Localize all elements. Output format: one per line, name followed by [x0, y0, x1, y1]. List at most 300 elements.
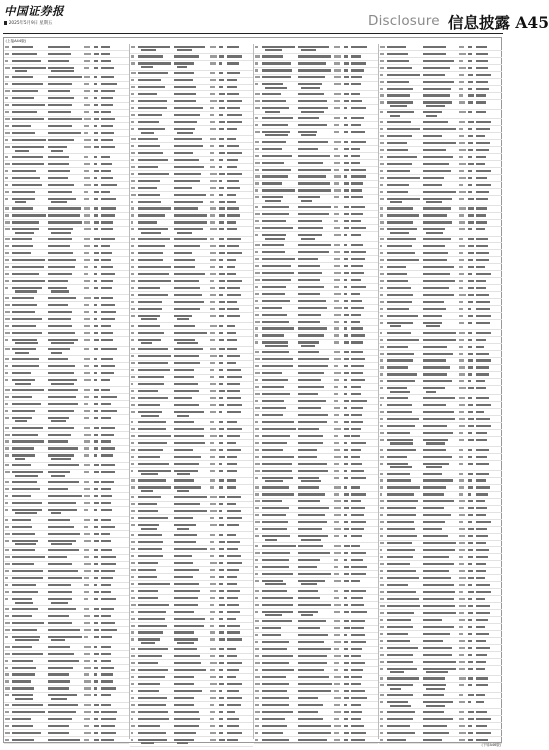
listing-column [253, 44, 378, 739]
table-row [379, 344, 503, 351]
table-row [379, 561, 503, 568]
table-row [4, 693, 129, 703]
table-row [379, 372, 503, 379]
table-row [254, 513, 378, 520]
table-row [379, 589, 503, 596]
table-row [130, 192, 254, 199]
table-row [379, 416, 503, 423]
table-row [379, 51, 503, 58]
table-row [130, 395, 254, 402]
table-row [130, 426, 254, 433]
table-row [4, 446, 129, 453]
table-row [4, 271, 129, 278]
table-row [4, 453, 129, 463]
table-row [254, 68, 378, 75]
table-row [254, 75, 378, 82]
table-row [254, 543, 378, 550]
table-row [379, 243, 503, 250]
table-row [130, 185, 254, 192]
table-row [130, 485, 254, 495]
table-row [254, 356, 378, 363]
table-row [254, 174, 378, 181]
table-row [130, 581, 254, 588]
table-row [379, 285, 503, 292]
table-row [379, 709, 503, 716]
table-row [4, 44, 129, 51]
table-row [130, 361, 254, 368]
table-row [379, 617, 503, 624]
table-row [4, 309, 129, 316]
table-row [130, 419, 254, 426]
table-row [379, 423, 503, 430]
table-row [254, 633, 378, 640]
table-row [130, 737, 254, 747]
table-row [254, 298, 378, 305]
table-row [130, 560, 254, 567]
table-row [254, 204, 378, 211]
table-row [254, 167, 378, 174]
table-row [379, 492, 503, 499]
table-row [130, 433, 254, 440]
table-row [130, 213, 254, 220]
table-row [130, 623, 254, 630]
table-row [130, 313, 254, 323]
table-row [130, 553, 254, 560]
table-row [130, 199, 254, 206]
table-row [254, 485, 378, 492]
masthead [0, 0, 549, 34]
table-row [4, 439, 129, 446]
table-row [379, 44, 503, 51]
listing-column [129, 44, 254, 739]
table-row [379, 513, 503, 520]
table-row [4, 703, 129, 710]
table-row [379, 278, 503, 285]
table-row [130, 278, 254, 285]
table-row [254, 647, 378, 654]
table-row [254, 674, 378, 681]
table-row [254, 730, 378, 737]
table-row [379, 237, 503, 244]
table-row [4, 337, 129, 347]
table-row [4, 425, 129, 432]
table-row [4, 716, 129, 723]
table-row [4, 302, 129, 309]
table-row [254, 122, 378, 129]
table-row [130, 522, 254, 532]
table-row [130, 567, 254, 574]
table-row [254, 377, 378, 384]
table-row [4, 723, 129, 730]
table-row [379, 220, 503, 227]
table-row [379, 554, 503, 561]
table-row [130, 637, 254, 647]
table-row [379, 175, 503, 182]
table-row [4, 264, 129, 271]
table-row [130, 695, 254, 702]
table-row [254, 571, 378, 578]
table-row [4, 576, 129, 583]
section-title-chinese: 信息披露 A45 [448, 13, 549, 32]
table-row [4, 555, 129, 562]
table-row [379, 133, 503, 140]
table-row [379, 730, 503, 737]
table-row [130, 91, 254, 98]
table-row [130, 54, 254, 61]
table-row [254, 426, 378, 433]
table-row [130, 157, 254, 164]
table-row [4, 644, 129, 651]
table-row [254, 660, 378, 667]
table-row [130, 508, 254, 515]
table-row [379, 716, 503, 723]
listing-column [378, 44, 503, 739]
dateline-square-icon [4, 21, 7, 24]
table-row [4, 486, 129, 493]
table-row [254, 153, 378, 160]
table-row [4, 709, 129, 716]
table-row [4, 507, 129, 517]
table-row [379, 541, 503, 548]
table-row [254, 218, 378, 225]
table-row [379, 645, 503, 652]
table-row [4, 415, 129, 425]
table-row [379, 461, 503, 471]
table-row [130, 220, 254, 227]
table-row [379, 676, 503, 683]
table-row [4, 394, 129, 401]
table-row [254, 595, 378, 602]
table-row [130, 515, 254, 522]
table-row [379, 299, 503, 306]
table-row [4, 206, 129, 213]
table-row [254, 737, 378, 744]
table-row [254, 333, 378, 340]
table-row [130, 264, 254, 271]
table-row [130, 178, 254, 185]
table-row [379, 306, 503, 313]
table-row [130, 730, 254, 737]
table-row [379, 213, 503, 220]
table-row [254, 667, 378, 674]
table-row [4, 651, 129, 658]
table-row [254, 277, 378, 284]
table-row [379, 638, 503, 645]
table-row [254, 146, 378, 153]
table-row [254, 619, 378, 626]
table-row [4, 196, 129, 206]
table-row [130, 292, 254, 299]
table-row [4, 75, 129, 82]
table-row [130, 323, 254, 330]
table-row [4, 65, 129, 75]
table-row [4, 103, 129, 110]
table-row [379, 196, 503, 206]
table-row [254, 534, 378, 544]
table-row [379, 358, 503, 365]
table-row [254, 454, 378, 461]
table-row [379, 454, 503, 461]
table-row [130, 347, 254, 354]
table-row [130, 478, 254, 485]
table-row [130, 502, 254, 509]
table-row [130, 495, 254, 502]
table-row [379, 93, 503, 100]
table-row [130, 61, 254, 71]
table-row [130, 237, 254, 244]
table-row [130, 702, 254, 709]
table-row [130, 647, 254, 654]
table-row [4, 562, 129, 569]
table-row [4, 569, 129, 576]
table-row [379, 147, 503, 154]
table-row [130, 171, 254, 178]
continued-from-label: (上接A44版) [5, 39, 27, 43]
table-row [379, 154, 503, 161]
table-row [4, 110, 129, 117]
table-row [130, 468, 254, 478]
table-row [4, 606, 129, 613]
table-row [130, 243, 254, 250]
table-row [254, 447, 378, 454]
table-row [379, 79, 503, 86]
table-row [254, 115, 378, 122]
table-row [379, 72, 503, 79]
table-row [4, 323, 129, 330]
table-row [4, 583, 129, 590]
table-row [4, 356, 129, 363]
table-row [379, 330, 503, 337]
table-row [130, 409, 254, 419]
table-row [379, 499, 503, 506]
table-row [254, 702, 378, 709]
table-row [130, 250, 254, 257]
table-row [379, 471, 503, 478]
table-row [254, 398, 378, 405]
table-row [379, 485, 503, 492]
table-row [379, 506, 503, 513]
table-row [379, 547, 503, 554]
table-row [130, 716, 254, 723]
table-row [4, 285, 129, 295]
table-row [4, 493, 129, 500]
table-row [379, 409, 503, 416]
table-row [379, 534, 503, 541]
table-row [379, 659, 503, 666]
disclosure-listing-table [3, 37, 502, 743]
table-row [254, 211, 378, 218]
table-row [4, 89, 129, 96]
table-row [4, 634, 129, 644]
table-row [4, 686, 129, 693]
table-row [4, 665, 129, 672]
table-row [130, 389, 254, 396]
table-row [254, 506, 378, 513]
table-row [254, 499, 378, 506]
table-row [379, 447, 503, 454]
table-row [254, 527, 378, 534]
table-row [254, 626, 378, 633]
table-row [254, 249, 378, 256]
table-row [130, 447, 254, 454]
table-row [379, 182, 503, 189]
table-row [130, 126, 254, 136]
continues-note: (下转A46版) [481, 743, 501, 747]
table-row [4, 316, 129, 323]
table-row [130, 78, 254, 85]
table-row [254, 557, 378, 564]
table-row [254, 709, 378, 716]
table-row [130, 306, 254, 313]
table-row [4, 679, 129, 686]
table-row [130, 98, 254, 105]
table-row [379, 395, 503, 402]
table-row [130, 330, 254, 337]
table-row [379, 437, 503, 447]
table-row [379, 568, 503, 575]
table-row [379, 126, 503, 133]
table-row [4, 387, 129, 394]
table-row [379, 257, 503, 264]
table-row [254, 384, 378, 391]
table-row [254, 363, 378, 370]
table-row [254, 492, 378, 499]
table-row [254, 284, 378, 291]
table-row [379, 478, 503, 485]
table-row [379, 250, 503, 257]
section-title-english: Disclosure [368, 13, 440, 29]
table-row [130, 299, 254, 306]
table-row [130, 337, 254, 347]
table-row [130, 602, 254, 609]
table-row [254, 578, 378, 588]
table-row [254, 550, 378, 557]
table-row [254, 412, 378, 419]
table-row [130, 709, 254, 716]
table-row [130, 723, 254, 730]
table-row [130, 402, 254, 409]
table-row [254, 195, 378, 205]
table-row [130, 660, 254, 667]
table-row [130, 440, 254, 447]
table-row [254, 520, 378, 527]
table-row [4, 589, 129, 596]
table-row [4, 672, 129, 679]
table-row [4, 517, 129, 524]
table-row [4, 137, 129, 144]
masthead-rule [3, 33, 503, 34]
table-row [254, 350, 378, 357]
table-row [4, 123, 129, 130]
table-row [379, 723, 503, 730]
table-row [379, 699, 503, 709]
table-row [254, 419, 378, 426]
table-row [254, 242, 378, 249]
table-row [379, 100, 503, 110]
table-row [379, 351, 503, 358]
table-row [4, 620, 129, 627]
table-row [4, 613, 129, 620]
table-row [4, 500, 129, 507]
table-row [254, 82, 378, 92]
table-row [254, 461, 378, 468]
table-row [254, 640, 378, 647]
table-row [4, 51, 129, 58]
table-row [254, 312, 378, 319]
table-row [130, 454, 254, 461]
table-row [254, 181, 378, 188]
table-row [254, 105, 378, 115]
table-row [254, 681, 378, 688]
table-row [254, 688, 378, 695]
table-row [254, 475, 378, 485]
table-row [379, 575, 503, 582]
table-row [254, 609, 378, 619]
table-row [4, 627, 129, 634]
table-row [4, 213, 129, 220]
listing-column [4, 44, 129, 739]
table-row [130, 285, 254, 292]
table-row [4, 227, 129, 237]
table-row [130, 654, 254, 661]
table-row [254, 723, 378, 730]
table-row [4, 189, 129, 196]
table-row [4, 168, 129, 175]
table-row [4, 144, 129, 154]
table-row [379, 582, 503, 589]
table-row [130, 227, 254, 237]
table-row [254, 319, 378, 326]
table-row [379, 168, 503, 175]
table-row [379, 119, 503, 126]
table-row [379, 596, 503, 603]
table-row [130, 375, 254, 382]
table-row [379, 271, 503, 278]
table-row [130, 532, 254, 539]
table-row [254, 232, 378, 242]
table-row [4, 96, 129, 103]
table-row [4, 237, 129, 244]
table-row [130, 630, 254, 637]
table-row [254, 468, 378, 475]
table-row [254, 129, 378, 139]
table-row [379, 110, 503, 120]
table-row [130, 595, 254, 602]
table-row [379, 140, 503, 147]
table-row [254, 270, 378, 277]
table-row [254, 433, 378, 440]
table-row [4, 257, 129, 264]
table-row [254, 263, 378, 270]
table-row [4, 596, 129, 606]
table-row [4, 730, 129, 737]
table-row [4, 479, 129, 486]
table-row [4, 432, 129, 439]
table-row [4, 130, 129, 137]
table-row [254, 98, 378, 105]
table-row [130, 588, 254, 595]
table-row [4, 363, 129, 370]
table-row [130, 164, 254, 171]
table-row [254, 305, 378, 312]
table-row [254, 160, 378, 167]
table-row [4, 538, 129, 548]
table-row [379, 693, 503, 700]
table-row [130, 667, 254, 674]
table-row [130, 539, 254, 546]
table-row [130, 257, 254, 264]
dateline-text: 2025年5月9日 星期五 [8, 21, 53, 26]
